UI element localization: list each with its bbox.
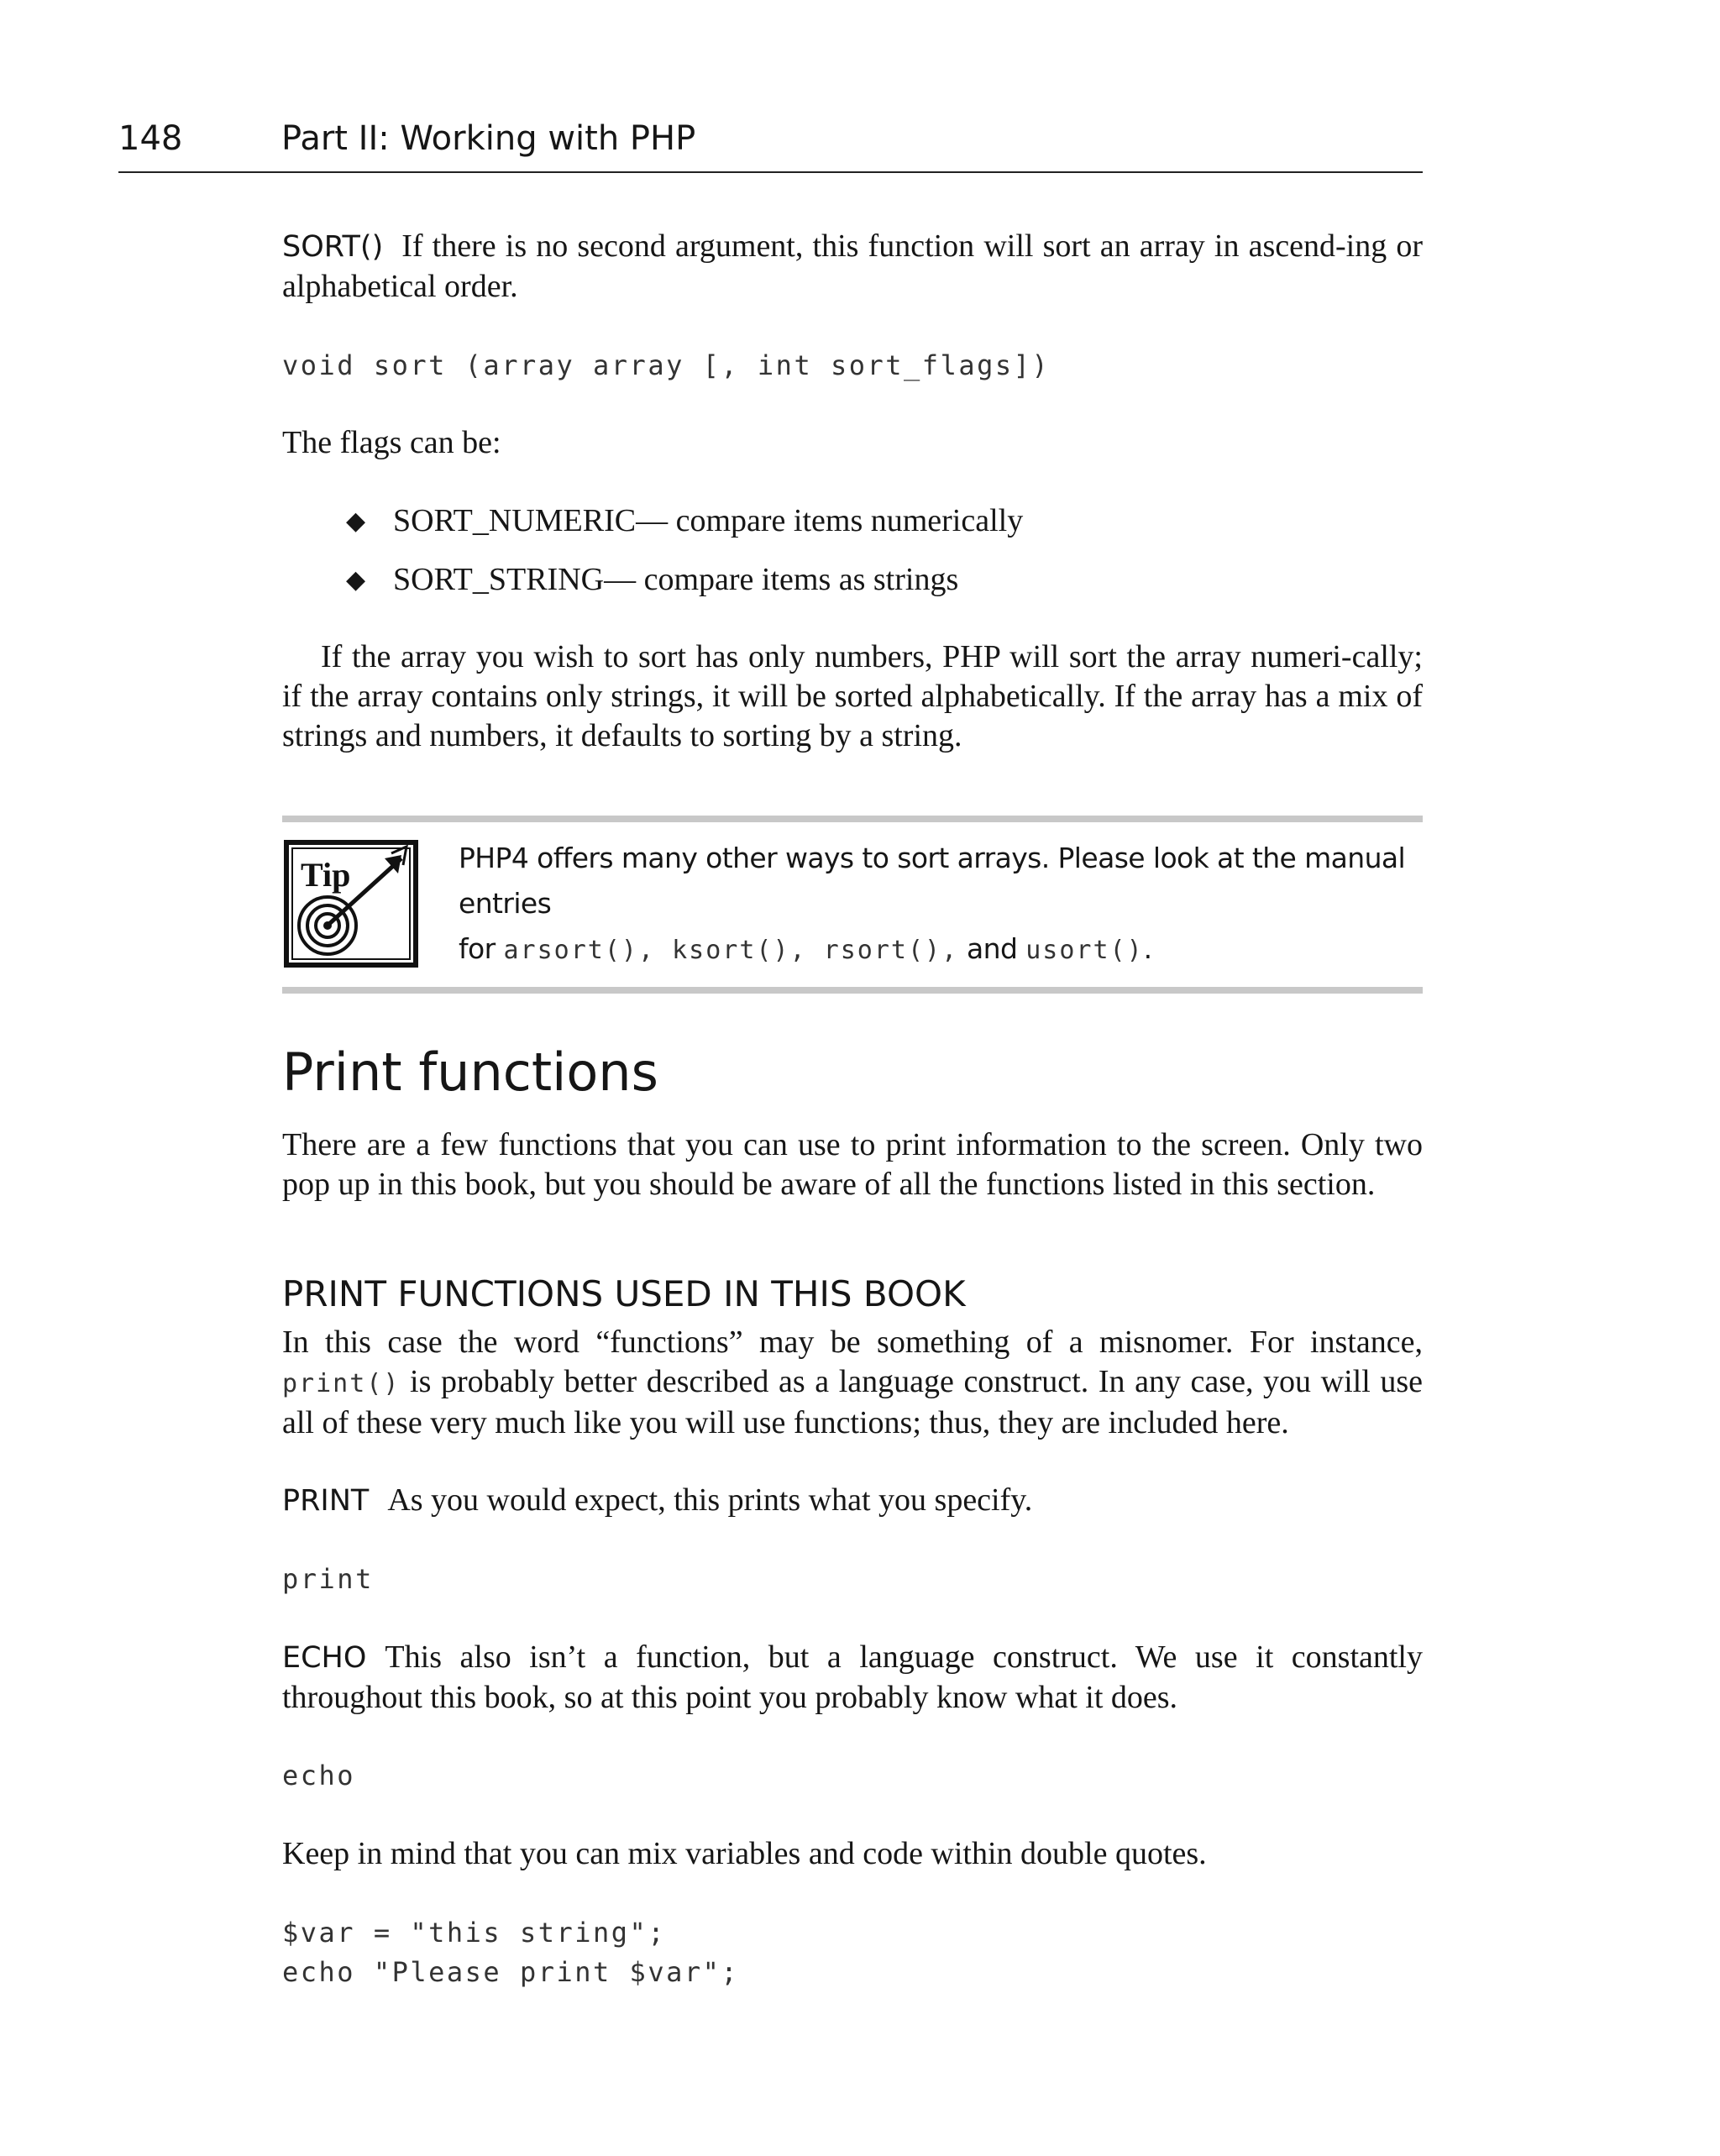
diamond-bullet-icon: ◆ <box>346 566 366 594</box>
echo-entry-text: This also isn’t a function, but a language construct. We use it constantly throughout this book, so at this point you probably know what it does. <box>282 1639 1423 1715</box>
flags-intro: The flags can be: <box>282 425 501 460</box>
subsection-text-after: is probably better described as a language construct. In any case, you will use all of these very much like you will use functions; thus, they are included here. <box>282 1364 1424 1440</box>
sort-entry <box>282 227 1423 307</box>
tip-bottom-rule <box>282 987 1423 994</box>
sort-entry-text: If there is no second argument, this function will sort an array in ascend-ing or alphabetical order. <box>282 228 1423 304</box>
flag-name: SORT_NUMERIC <box>393 503 637 538</box>
print-syntax: print <box>282 1563 374 1595</box>
subsection-heading: PRINT FUNCTIONS USED IN THIS BOOK <box>282 1273 966 1314</box>
list-item <box>343 560 1023 619</box>
flags-list <box>343 501 1023 619</box>
subsection-paragraph <box>282 1323 1423 1443</box>
running-title: Part II: Working with PHP <box>281 119 696 158</box>
tip-usort: usort() <box>1025 936 1144 965</box>
sort-syntax: void sort (array array [, int sort_flags]) <box>282 349 1051 381</box>
sort-entry-label: SORT() <box>282 230 384 264</box>
flag-desc: — compare items numerically <box>636 503 1024 538</box>
flag-name: SORT_STRING <box>393 562 605 597</box>
echo-entry <box>282 1638 1423 1718</box>
tip-line-2 <box>459 926 1416 973</box>
running-header <box>118 118 1423 173</box>
flag-desc: — compare items as strings <box>604 562 959 597</box>
tip-and: and <box>967 932 1018 965</box>
sort-paragraph: If the array you wish to sort has only numbers, PHP will sort the array numeri-cally; if the array contains only strings, it will be sorted alphabetically. If the array has a mix of strings and numbers, it defaults to sorting by a string. <box>282 639 1423 753</box>
code-example <box>282 1913 1423 1992</box>
code-line: $var = "this string"; <box>282 1917 667 1949</box>
mix-paragraph: Keep in mind that you can mix variables and code within double quotes. <box>282 1836 1207 1871</box>
section-intro: There are a few functions that you can use to print information to the screen. Only two pop up in this book, but you should be aware of all the functions listed in this section. <box>282 1127 1423 1202</box>
tip-line-1: PHP4 offers many other ways to sort arrays. Please look at the manual entries <box>459 842 1406 920</box>
list-item <box>343 501 1023 560</box>
echo-entry-label: ECHO <box>282 1641 367 1675</box>
tip-top-rule <box>282 816 1423 822</box>
print-entry-text: As you would expect, this prints what you specify. <box>387 1482 1033 1518</box>
print-inline-code: print() <box>282 1369 401 1398</box>
code-line: echo "Please print $var"; <box>282 1956 740 1988</box>
tip-icon-label: Tip <box>301 856 351 894</box>
print-entry-label: PRINT <box>282 1484 370 1518</box>
tip-target-icon <box>284 840 418 968</box>
echo-syntax: echo <box>282 1760 356 1791</box>
page-number: 148 <box>118 119 183 158</box>
tip-for: for <box>459 932 496 965</box>
tip-period: . <box>1143 932 1152 965</box>
tip-text <box>459 836 1416 973</box>
print-entry <box>282 1481 1423 1521</box>
diamond-bullet-icon: ◆ <box>346 507 366 535</box>
section-heading: Print functions <box>282 1041 658 1103</box>
tip-function-list: arsort(), ksort(), rsort(), <box>503 936 959 965</box>
subsection-text-before: In this case the word “functions” may be something of a misnomer. For instance, <box>282 1325 1423 1360</box>
